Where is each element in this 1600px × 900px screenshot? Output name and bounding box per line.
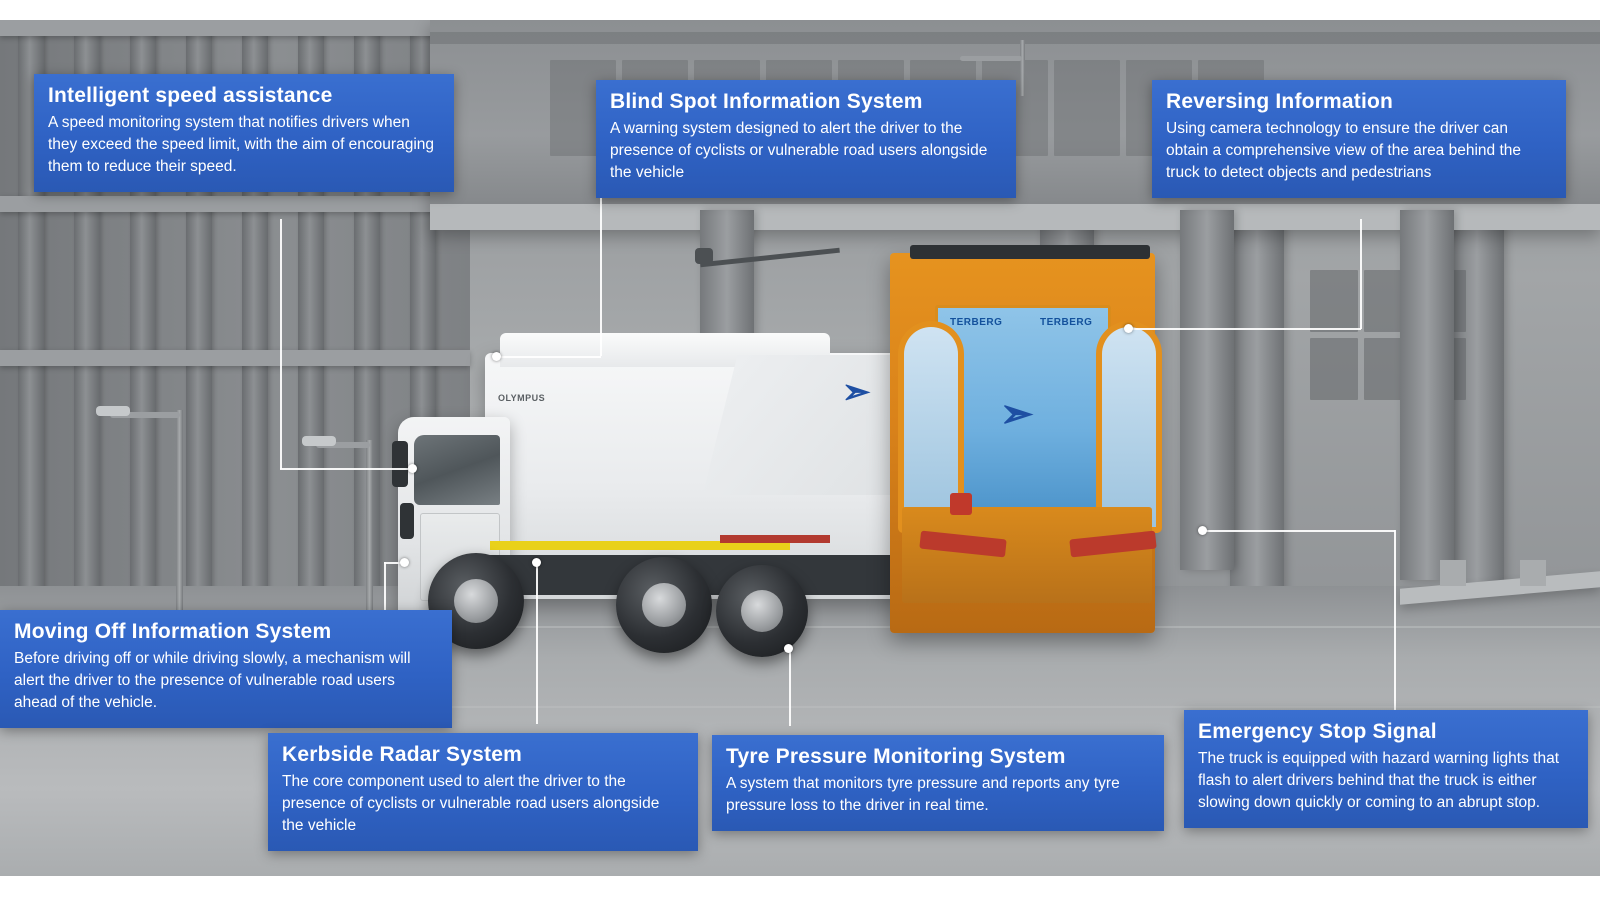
callout-emergency-stop-signal[interactable] [1184,710,1588,828]
red-marker-stripe [720,535,830,543]
callout-reversing-information[interactable] [1152,80,1566,198]
leader-dot-reversing [1124,324,1133,333]
callout-tyre-pressure-monitoring-system[interactable] [712,735,1164,831]
callout-blind-spot-information-system[interactable] [596,80,1016,198]
lifter-bird-icon: ➣ [1000,392,1034,436]
callout-body: A system that monitors tyre pressure and reports any tyre pressure loss to the driver in real time. [726,775,1120,815]
callout-title: Reversing Information [1166,90,1394,113]
callout-body: Using camera technology to ensure the driver can obtain a comprehensive view of the area behind the truck to detect objects and pedestrians [1166,120,1522,182]
lifter-top-rail [910,245,1150,259]
brand-bird-icon: ➣ [842,373,871,411]
post [1440,560,1466,586]
leader-dot-kerbside [532,558,541,567]
callout-moving-off-information-system[interactable] [0,610,452,728]
support-pillar [1400,210,1454,580]
callout-intelligent-speed-assistance[interactable] [34,74,454,192]
callout-title: Emergency Stop Signal [1198,720,1437,743]
leader-line-kerbside [536,562,538,724]
rear-wheel-2 [716,565,808,657]
lifter-arch-right [1096,321,1162,533]
leader-dot-isa [408,464,417,473]
callout-body: The truck is equipped with hazard warning lights that flash to alert drivers behind that the truck is either slowing down quickly or coming to an abrupt stop. [1198,750,1560,812]
windshield [414,435,500,505]
leader-line-isa [280,468,412,470]
kerb-mirror-icon [400,503,414,539]
leader-line-reversing [1360,219,1362,329]
terberg-brand-label: TERBERG [950,317,1003,328]
rear-wheel-1 [616,557,712,653]
olympus-brand-label: OLYMPUS [498,393,546,403]
callout-title: Tyre Pressure Monitoring System [726,745,1066,768]
leader-dot-tpms [784,644,793,653]
leader-dot-bsis [492,352,501,361]
leader-line-bsis [600,196,602,356]
roof-sensor-pod [695,248,713,264]
callout-body: A warning system designed to alert the driver to the presence of cyclists or vulnerable road users alongside the vehicle [610,120,988,182]
refuse-truck [390,235,1210,695]
leader-dot-mois [400,558,409,567]
leader-line-bsis [500,356,601,358]
leader-line-ess [1205,530,1395,532]
callout-body: A speed monitoring system that notifies drivers when they exceed the speed limit, with the aim of encouraging them to reduce their speed. [48,114,435,176]
leader-line-mois [384,562,386,612]
callout-body: Before driving off or while driving slowly, a mechanism will alert the driver to the presence of vulnerable road users ahead of the vehicle. [14,650,411,712]
leader-line-ess [1394,530,1396,720]
terberg-brand-label: TERBERG [1040,317,1093,328]
callout-title: Kerbside Radar System [282,743,522,766]
callout-kerbside-radar-system[interactable] [268,733,698,851]
leader-dot-ess [1198,526,1207,535]
post [1520,560,1546,586]
lifter-base [902,507,1152,603]
callout-title: Moving Off Information System [14,620,332,643]
leader-line-isa [280,219,282,469]
leader-line-reversing [1130,328,1361,330]
leader-line-tpms [789,648,791,726]
emergency-stop-button[interactable] [950,493,972,515]
callout-title: Blind Spot Information System [610,90,923,113]
callout-title: Intelligent speed assistance [48,84,333,107]
callout-body: The core component used to alert the driver to the presence of cyclists or vulnerable road users alongside the vehicle [282,773,660,835]
side-mirror-icon [392,441,408,487]
